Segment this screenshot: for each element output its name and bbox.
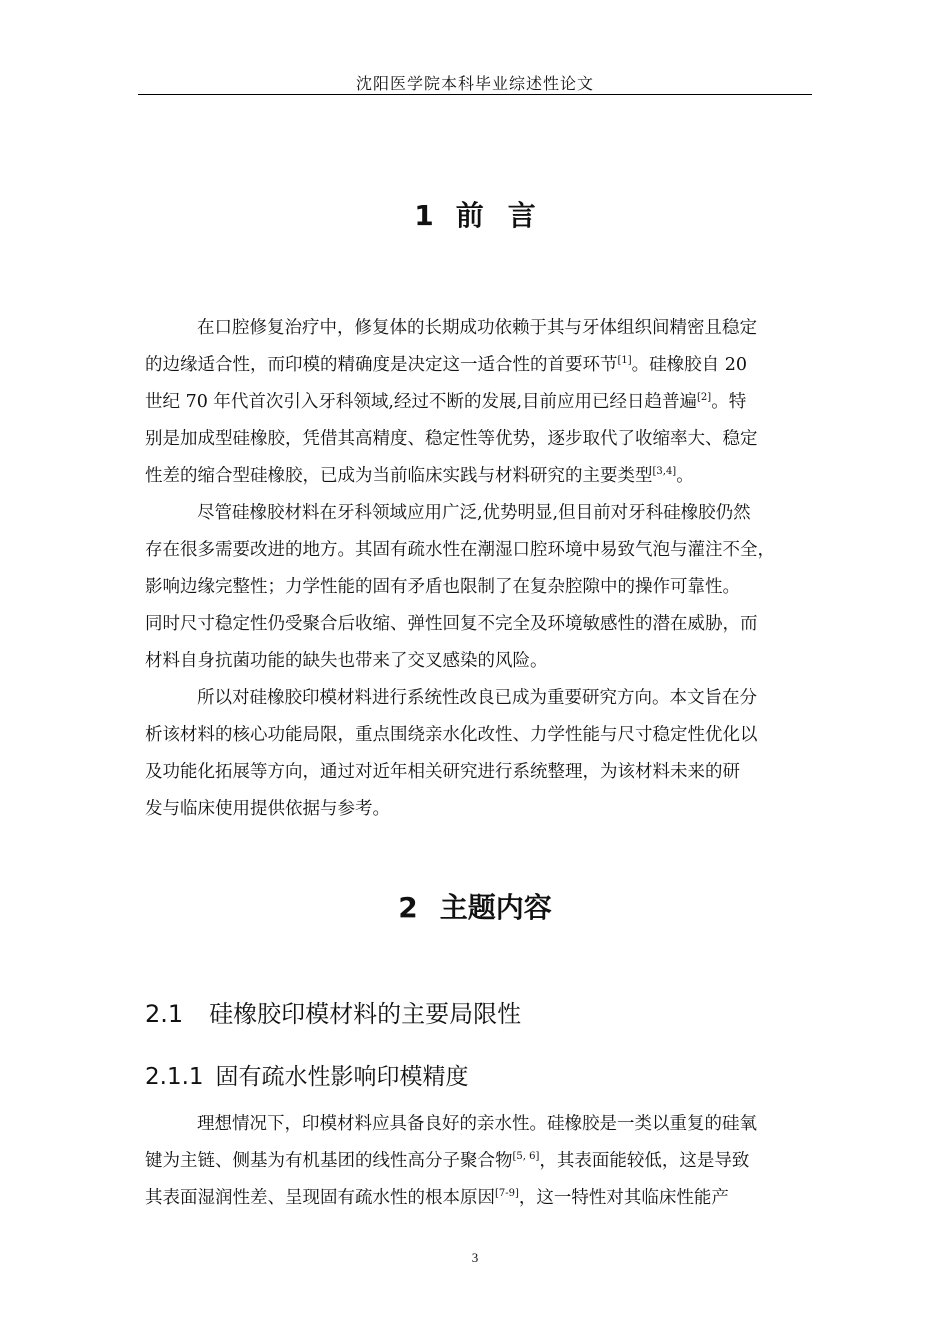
section-number: 2 <box>398 891 418 924</box>
line-text: 存在很多需要改进的地方。其固有疏水性在潮湿口腔环境中易致气泡与灌注不全， <box>145 540 775 560</box>
citation-reference: [3,4] <box>652 466 677 477</box>
text-line <box>145 1106 817 1143</box>
text-line <box>145 384 817 421</box>
text-line <box>145 606 817 643</box>
text-line <box>145 532 817 569</box>
section-1-heading <box>138 194 812 234</box>
body-paragraph <box>145 1106 817 1217</box>
header-title: 沈阳医学院本科毕业综述性论文 <box>355 74 594 93</box>
line-text: 及功能化拓展等方向，通过对近年相关研究进行系统整理，为该材料未来的研 <box>145 762 740 782</box>
line-text: 世纪 70 年代首次引入牙科领域,经过不断的发展,目前应用已经日趋普遍 <box>145 392 698 412</box>
line-text: 在口腔修复治疗中，修复体的长期成功依赖于其与牙体组织间精密且稳定 <box>197 318 757 338</box>
citation-reference: [2] <box>697 392 712 403</box>
text-line <box>145 791 817 828</box>
section-title: 硅橡胶印模材料的主要局限性 <box>209 1000 522 1028</box>
intro-paragraph-3 <box>145 680 817 828</box>
section-number: 2.1 <box>145 1000 184 1028</box>
intro-paragraph-2 <box>145 495 817 680</box>
line-text: 别是加成型硅橡胶，凭借其高精度、稳定性等优势，逐步取代了收缩率大、稳定 <box>145 429 758 449</box>
citation-reference: [1] <box>617 355 632 366</box>
line-text: 其表面湿润性差、呈现固有疏水性的根本原因 <box>145 1188 495 1208</box>
line-text: 理想情况下，印模材料应具备良好的亲水性。硅橡胶是一类以重复的硅氧 <box>197 1114 757 1134</box>
intro-paragraph-1 <box>145 310 817 495</box>
text-line <box>145 495 817 532</box>
citation-reference: [5, 6] <box>512 1151 540 1162</box>
text-line <box>145 347 817 384</box>
line-text: 性差的缩合型硅橡胶，已成为当前临床实践与材料研究的主要类型 <box>145 466 653 486</box>
section-2-heading <box>138 886 812 926</box>
text-line <box>145 1143 817 1180</box>
text-line <box>145 1180 817 1217</box>
section-title: 固有疏水性影响印模精度 <box>215 1064 469 1090</box>
text-line <box>145 717 817 754</box>
line-text: 尽管硅橡胶材料在牙科领域应用广泛,优势明显,但目前对牙科硅橡胶仍然 <box>197 503 751 523</box>
line-text-tail: ，其表面能较低，这是导致 <box>539 1151 750 1171</box>
line-text: 键为主链、侧基为有机基团的线性高分子聚合物 <box>145 1151 513 1171</box>
text-line <box>145 680 817 717</box>
line-text: 析该材料的核心功能局限，重点围绕亲水化改性、力学性能与尺寸稳定性优化以 <box>145 725 758 745</box>
section-2-1-1-heading <box>145 1058 469 1091</box>
running-header <box>138 64 812 95</box>
section-title: 主题内容 <box>439 891 552 924</box>
text-line <box>145 643 817 680</box>
text-line <box>145 754 817 791</box>
text-line <box>145 458 817 495</box>
line-text-tail: ，这一特性对其临床性能产 <box>518 1188 729 1208</box>
line-text: 影响边缘完整性；力学性能的固有矛盾也限制了在复杂腔隙中的操作可靠性。 <box>145 577 740 597</box>
section-number: 2.1.1 <box>145 1064 204 1090</box>
line-text: 所以对硅橡胶印模材料进行系统性改良已成为重要研究方向。本文旨在分 <box>197 688 757 708</box>
citation-reference: [7‑9] <box>495 1188 519 1199</box>
line-text: 材料自身抗菌功能的缺失也带来了交叉感染的风险。 <box>145 651 548 671</box>
text-line <box>145 569 817 606</box>
line-text: 的边缘适合性，而印模的精确度是决定这一适合性的首要环节 <box>145 355 618 375</box>
page-number: 3 <box>471 1250 479 1265</box>
line-text-tail: 。硅橡胶自 20 <box>631 355 748 375</box>
line-text: 发与临床使用提供依据与参考。 <box>145 799 390 819</box>
section-number: 1 <box>414 199 434 232</box>
line-text-tail: 。特 <box>711 392 747 412</box>
section-2-1-heading <box>145 994 521 1029</box>
text-line <box>145 310 817 347</box>
text-line <box>145 421 817 458</box>
line-text: 同时尺寸稳定性仍受聚合后收缩、弹性回复不完全及环境敏感性的潜在威胁，而 <box>145 614 758 634</box>
line-text-tail: 。 <box>676 466 694 486</box>
section-title: 前言 <box>455 199 560 232</box>
